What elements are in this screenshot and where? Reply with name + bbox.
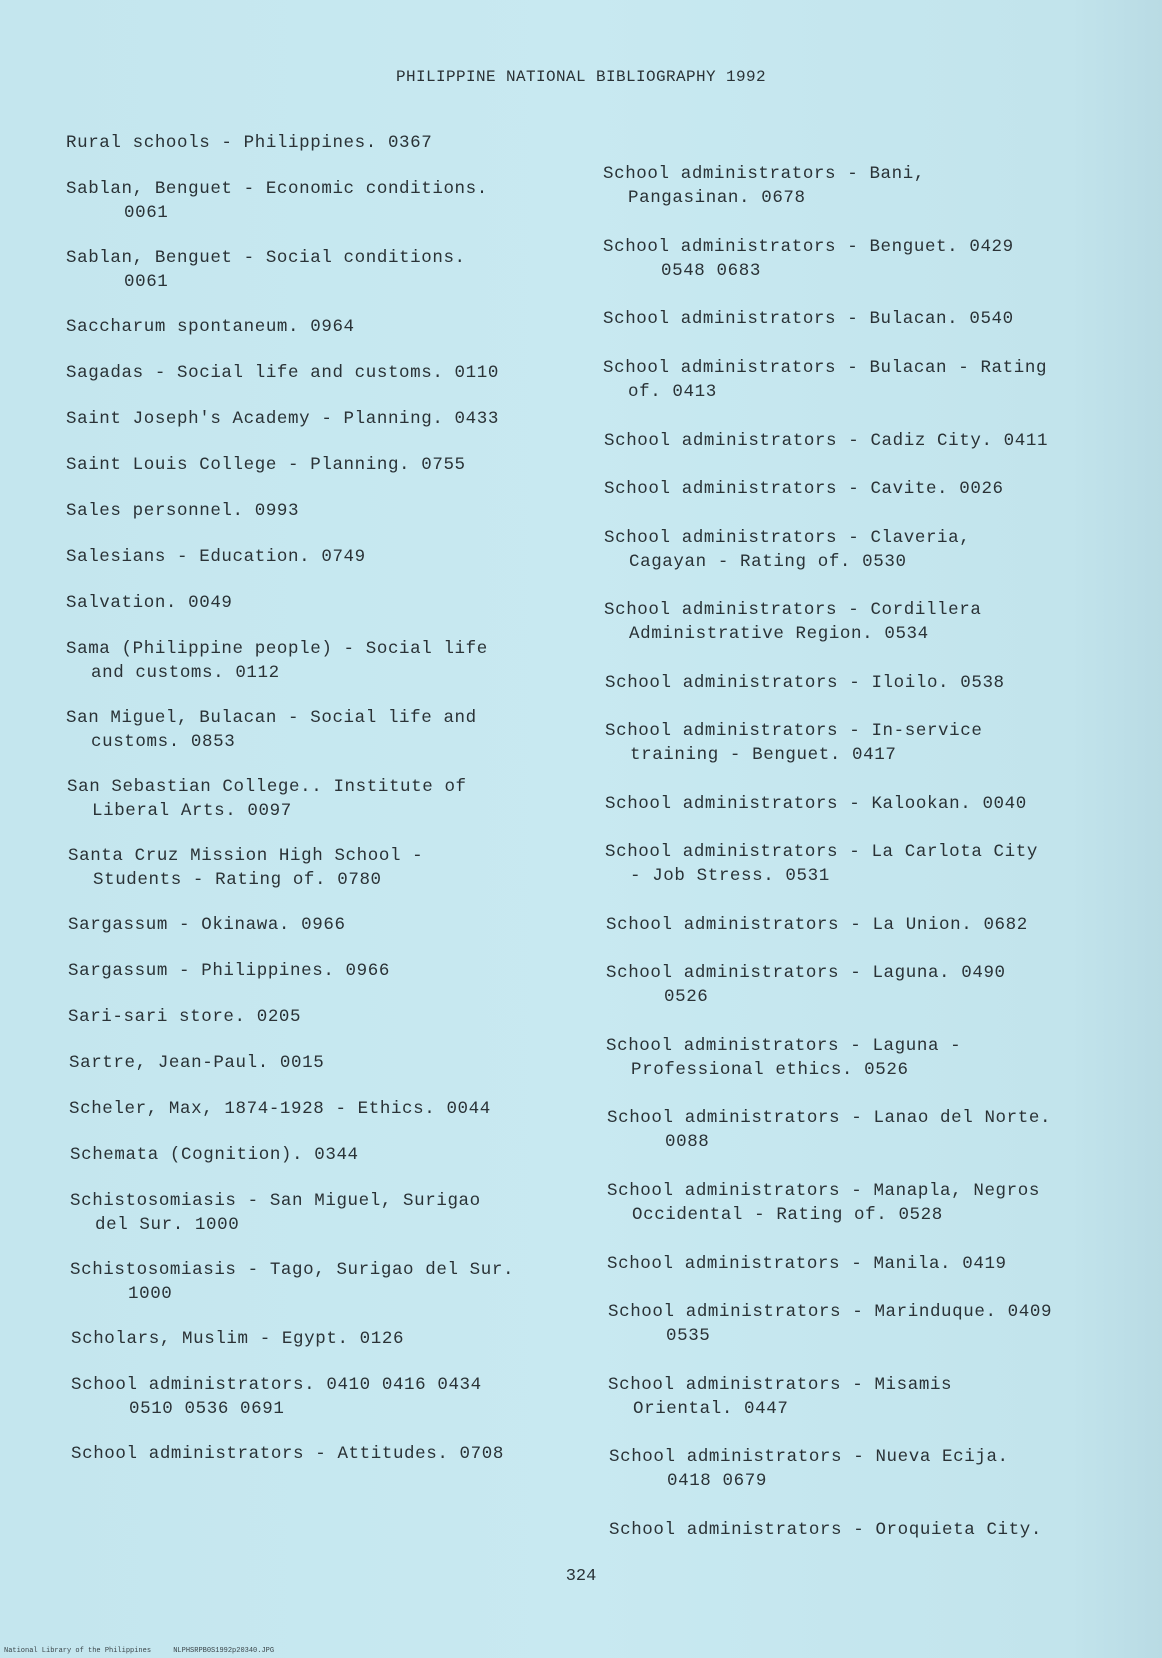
index-entry xyxy=(605,671,1005,695)
index-entry xyxy=(66,131,432,155)
entry-heading: School administrators - Manapla, Negros xyxy=(607,1181,1040,1201)
entry-continuation: - Job Stress. 0531 xyxy=(630,866,830,886)
entry-heading: Santa Cruz Mission High School - xyxy=(68,846,424,866)
entry-heading: Saint Louis College - Planning. 0755 xyxy=(66,455,466,475)
entry-continuation: 0061 xyxy=(124,272,169,292)
entry-heading: Saccharum spontaneum. 0964 xyxy=(66,317,355,337)
index-entry xyxy=(604,429,1048,453)
entry-heading: School administrators. 0410 0416 0434 xyxy=(71,1375,482,1395)
entry-heading: School administrators - Oroquieta City. xyxy=(609,1520,1042,1540)
entry-heading: School administrators - La Union. 0682 xyxy=(606,915,1028,935)
index-entry xyxy=(606,913,1028,937)
entry-heading: School administrators - Cadiz City. 0411 xyxy=(604,431,1049,451)
entry-continuation: 0526 xyxy=(664,987,709,1007)
entry-continuation: Administrative Region. 0534 xyxy=(629,624,929,644)
entry-heading: School administrators - Cavite. 0026 xyxy=(604,479,1004,499)
entry-heading: School administrators - Iloilo. 0538 xyxy=(605,673,1005,693)
index-entry xyxy=(69,1097,491,1121)
entry-heading: School administrators - Cordillera xyxy=(604,600,982,620)
running-head: PHILIPPINE NATIONAL BIBLIOGRAPHY 1992 xyxy=(395,68,767,86)
entry-continuation: del Sur. 1000 xyxy=(95,1215,240,1235)
entry-heading: Sagadas - Social life and customs. 0110 xyxy=(66,363,499,383)
entry-continuation: Liberal Arts. 0097 xyxy=(92,801,292,821)
index-entry xyxy=(603,162,925,210)
index-entry xyxy=(605,840,1038,888)
entry-heading: Sablan, Benguet - Economic conditions. xyxy=(66,179,488,199)
entry-continuation: 0535 xyxy=(666,1326,711,1346)
entry-continuation: Cagayan - Rating of. 0530 xyxy=(629,552,907,572)
index-entry xyxy=(66,453,466,477)
index-entry xyxy=(66,706,477,754)
scan-footer xyxy=(4,1647,292,1655)
entry-heading: School administrators - Marinduque. 0409 xyxy=(608,1302,1053,1322)
entry-continuation: 0088 xyxy=(665,1132,710,1152)
entry-heading: School administrators - Bulacan. 0540 xyxy=(603,309,1014,329)
index-entry xyxy=(604,598,981,646)
entry-heading: Saint Joseph's Academy - Planning. 0433 xyxy=(66,409,499,429)
entry-heading: School administrators - Claveria, xyxy=(604,528,971,548)
index-entry xyxy=(66,246,466,294)
index-entry xyxy=(66,407,499,431)
index-entry xyxy=(68,1005,301,1029)
entry-continuation: 0548 0683 xyxy=(661,261,761,281)
index-entry xyxy=(603,307,1014,331)
entry-heading: Sargassum - Okinawa. 0966 xyxy=(68,915,346,935)
entry-continuation: of. 0413 xyxy=(628,382,717,402)
index-entry xyxy=(70,1258,514,1306)
entry-heading: San Miguel, Bulacan - Social life and xyxy=(66,708,477,728)
index-entry xyxy=(607,1106,1051,1154)
index-entry xyxy=(608,1300,1052,1348)
entry-heading: Sales personnel. 0993 xyxy=(66,501,300,521)
index-entry xyxy=(604,526,970,574)
index-entry xyxy=(609,1518,1042,1542)
index-entry xyxy=(609,1445,1009,1493)
index-entry xyxy=(603,235,1014,283)
entry-heading: Schemata (Cognition). 0344 xyxy=(70,1145,359,1165)
entry-continuation: training - Benguet. 0417 xyxy=(630,745,897,765)
entry-heading: School administrators - Laguna. 0490 xyxy=(606,963,1006,983)
index-entry xyxy=(604,477,1004,501)
entry-heading: Salesians - Education. 0749 xyxy=(66,547,366,567)
entry-heading: Rural schools - Philippines. 0367 xyxy=(66,133,433,153)
entry-continuation: 0510 0536 0691 xyxy=(129,1399,285,1419)
entry-heading: School administrators - Benguet. 0429 xyxy=(603,237,1014,257)
entry-continuation: and customs. 0112 xyxy=(91,663,280,683)
entry-heading: Scholars, Muslim - Egypt. 0126 xyxy=(71,1329,405,1349)
index-entry xyxy=(66,637,488,685)
entry-continuation: Pangasinan. 0678 xyxy=(628,188,806,208)
entry-heading: Scheler, Max, 1874-1928 - Ethics. 0044 xyxy=(69,1099,491,1119)
entry-heading: School administrators - Attitudes. 0708 xyxy=(71,1444,504,1464)
index-entry xyxy=(607,1252,1007,1276)
index-entry xyxy=(71,1373,482,1421)
entry-continuation: 0418 0679 xyxy=(667,1471,767,1491)
index-entry xyxy=(68,959,390,983)
entry-heading: School administrators - Bulacan - Rating xyxy=(603,358,1048,378)
entry-heading: Sablan, Benguet - Social conditions. xyxy=(66,248,466,268)
index-entry xyxy=(66,545,366,569)
entry-continuation: Professional ethics. 0526 xyxy=(631,1060,909,1080)
index-entry xyxy=(603,356,1047,404)
entry-continuation: 1000 xyxy=(128,1284,173,1304)
entry-heading: School administrators - Misamis xyxy=(608,1375,953,1395)
index-entry xyxy=(605,792,1027,816)
index-entry xyxy=(66,177,488,225)
entry-continuation: Students - Rating of. 0780 xyxy=(93,870,382,890)
index-entry xyxy=(605,719,982,767)
index-entry xyxy=(70,1189,481,1237)
entry-continuation: customs. 0853 xyxy=(91,732,236,752)
index-entry xyxy=(606,1034,961,1082)
entry-heading: School administrators - Kalookan. 0040 xyxy=(605,794,1027,814)
entry-heading: San Sebastian College.. Institute of xyxy=(67,777,467,797)
index-entry xyxy=(69,1051,324,1075)
footer-file: NLPHSRPB0S1992p20340.JPG xyxy=(173,1647,275,1655)
index-entry xyxy=(66,499,299,523)
index-entry xyxy=(68,844,423,892)
entry-heading: Sartre, Jean-Paul. 0015 xyxy=(69,1053,325,1073)
index-entry xyxy=(607,1179,1040,1227)
entry-continuation: Occidental - Rating of. 0528 xyxy=(632,1205,943,1225)
index-entry xyxy=(66,591,233,615)
index-entry xyxy=(67,775,467,823)
entry-heading: School administrators - Laguna - xyxy=(606,1036,962,1056)
entry-heading: School administrators - Manila. 0419 xyxy=(607,1254,1007,1274)
index-entry xyxy=(608,1373,952,1421)
entry-heading: Sargassum - Philippines. 0966 xyxy=(68,961,390,981)
entry-heading: Schistosomiasis - San Miguel, Surigao xyxy=(70,1191,481,1211)
footer-library: National Library of the Philippines xyxy=(4,1647,152,1655)
index-entry xyxy=(68,913,346,937)
entry-continuation: Oriental. 0447 xyxy=(633,1399,789,1419)
entry-heading: Sari-sari store. 0205 xyxy=(68,1007,302,1027)
entry-heading: School administrators - Nueva Ecija. xyxy=(609,1447,1009,1467)
index-entry xyxy=(66,315,355,339)
entry-heading: School administrators - Lanao del Norte. xyxy=(607,1108,1052,1128)
entry-continuation: 0061 xyxy=(124,203,169,223)
entry-heading: School administrators - Bani, xyxy=(603,164,925,184)
index-entry xyxy=(66,361,499,385)
entry-heading: Schistosomiasis - Tago, Surigao del Sur. xyxy=(70,1260,515,1280)
entry-heading: School administrators - La Carlota City xyxy=(605,842,1038,862)
index-entry xyxy=(70,1143,359,1167)
entry-heading: Salvation. 0049 xyxy=(66,593,233,613)
entry-heading: Sama (Philippine people) - Social life xyxy=(66,639,488,659)
index-entry xyxy=(606,961,1006,1009)
index-entry xyxy=(71,1442,504,1466)
entry-heading: School administrators - In-service xyxy=(605,721,983,741)
page-number: 324 xyxy=(565,1567,597,1586)
index-entry xyxy=(71,1327,404,1351)
